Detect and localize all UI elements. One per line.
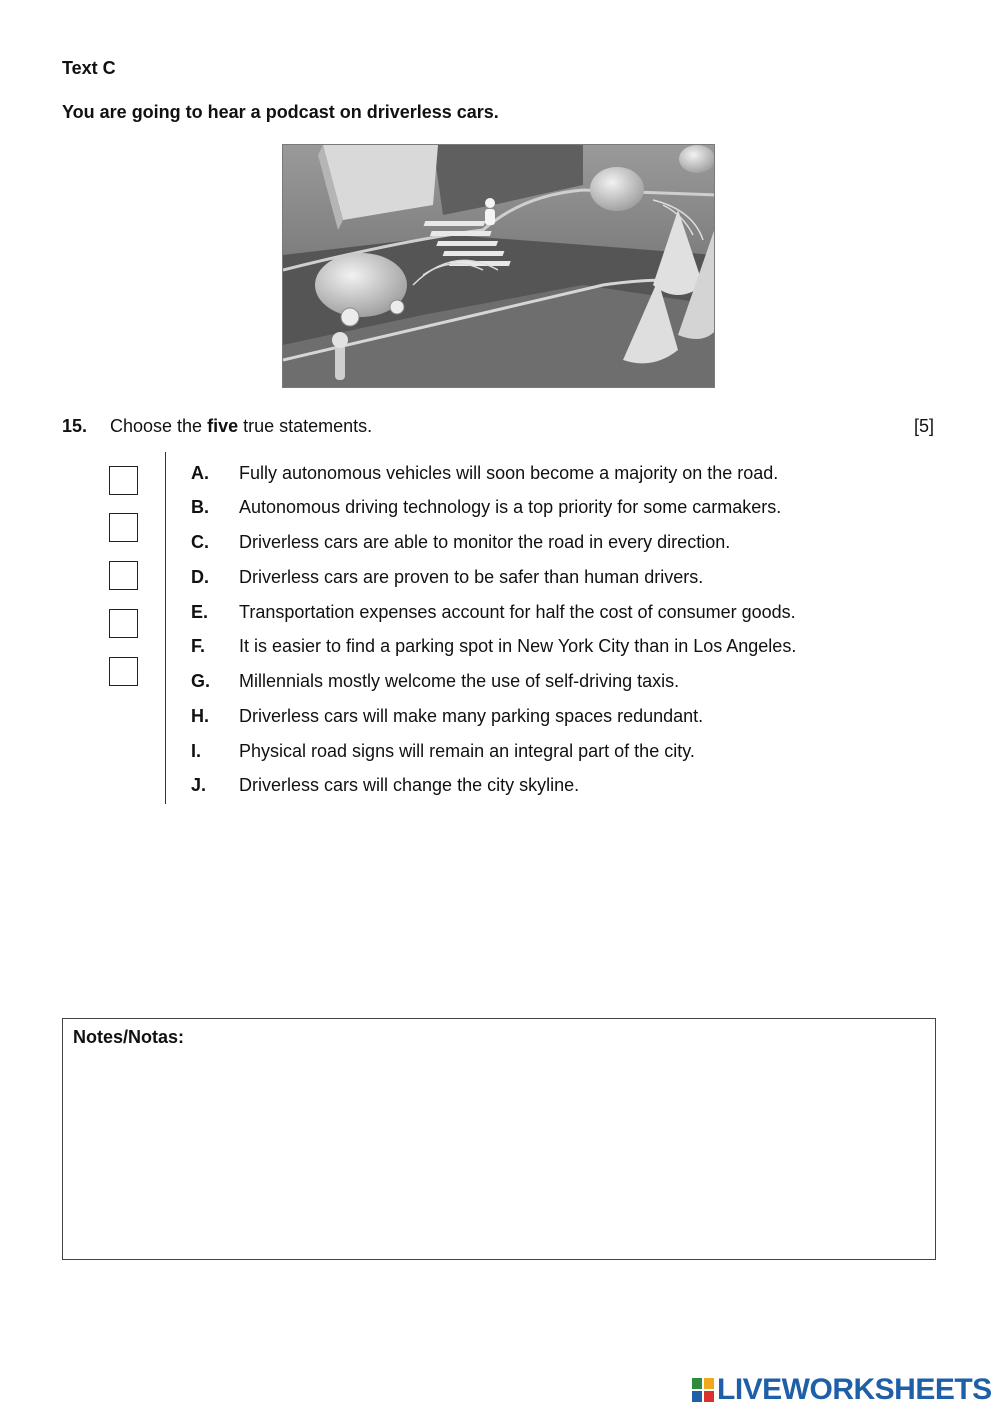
answer-box[interactable] — [109, 513, 138, 542]
statement-letter: C. — [191, 532, 209, 552]
statement-letter: H. — [191, 706, 209, 726]
statement-text: Millennials mostly welcome the use of self-driving taxis. — [239, 671, 680, 691]
statement-text: Driverless cars are able to monitor the road in every direction. — [239, 532, 731, 552]
statement-letter: B. — [191, 497, 209, 517]
statement-text: Transportation expenses account for half the cost of consumer goods. — [239, 602, 796, 622]
statement-text: Autonomous driving technology is a top priority for some carmakers. — [239, 497, 782, 517]
column-divider — [165, 452, 166, 804]
intro-instruction: You are going to hear a podcast on driverless cars. — [62, 102, 499, 122]
statement-letter: G. — [191, 671, 211, 691]
statement-letter: A. — [191, 463, 209, 483]
statement-text: Driverless cars will make many parking spaces redundant. — [239, 706, 704, 726]
statement-letter: E. — [191, 602, 209, 622]
answer-box[interactable] — [109, 609, 138, 638]
section-label: Text C — [62, 58, 116, 78]
liveworksheets-logo — [692, 1374, 992, 1406]
statement-text: Fully autonomous vehicles will soon become a majority on the road. — [239, 463, 779, 483]
notes-box[interactable] — [62, 1018, 936, 1260]
statement-text: Driverless cars will change the city skyline. — [239, 775, 580, 795]
statement-letter: F. — [191, 636, 206, 656]
question-marks: [5] — [914, 416, 935, 436]
prompt-before: Choose the — [110, 416, 208, 436]
question-number: 15. — [62, 416, 88, 436]
logo-text: LIVEWORKSHEETS — [717, 1373, 992, 1406]
statement-letter: I. — [191, 741, 202, 761]
statement-text: Physical road signs will remain an integral part of the city. — [239, 741, 695, 761]
driverless-cars-illustration — [282, 144, 715, 388]
statement-text: It is easier to find a parking spot in New York City than in Los Angeles. — [239, 636, 797, 656]
answer-box[interactable] — [109, 561, 138, 590]
statement-letter: J. — [191, 775, 207, 795]
prompt-emphasis: five — [207, 416, 239, 436]
prompt-after: true statements. — [238, 416, 373, 436]
answer-box[interactable] — [109, 466, 138, 495]
logo-blocks-icon — [692, 1378, 714, 1402]
statement-text: Driverless cars are proven to be safer than human drivers. — [239, 567, 704, 587]
answer-box[interactable] — [109, 657, 138, 686]
question-prompt — [110, 416, 372, 437]
street-scene-image — [283, 145, 715, 388]
statement-letter: D. — [191, 567, 209, 587]
notes-label: Notes/Notas: — [73, 1027, 185, 1047]
